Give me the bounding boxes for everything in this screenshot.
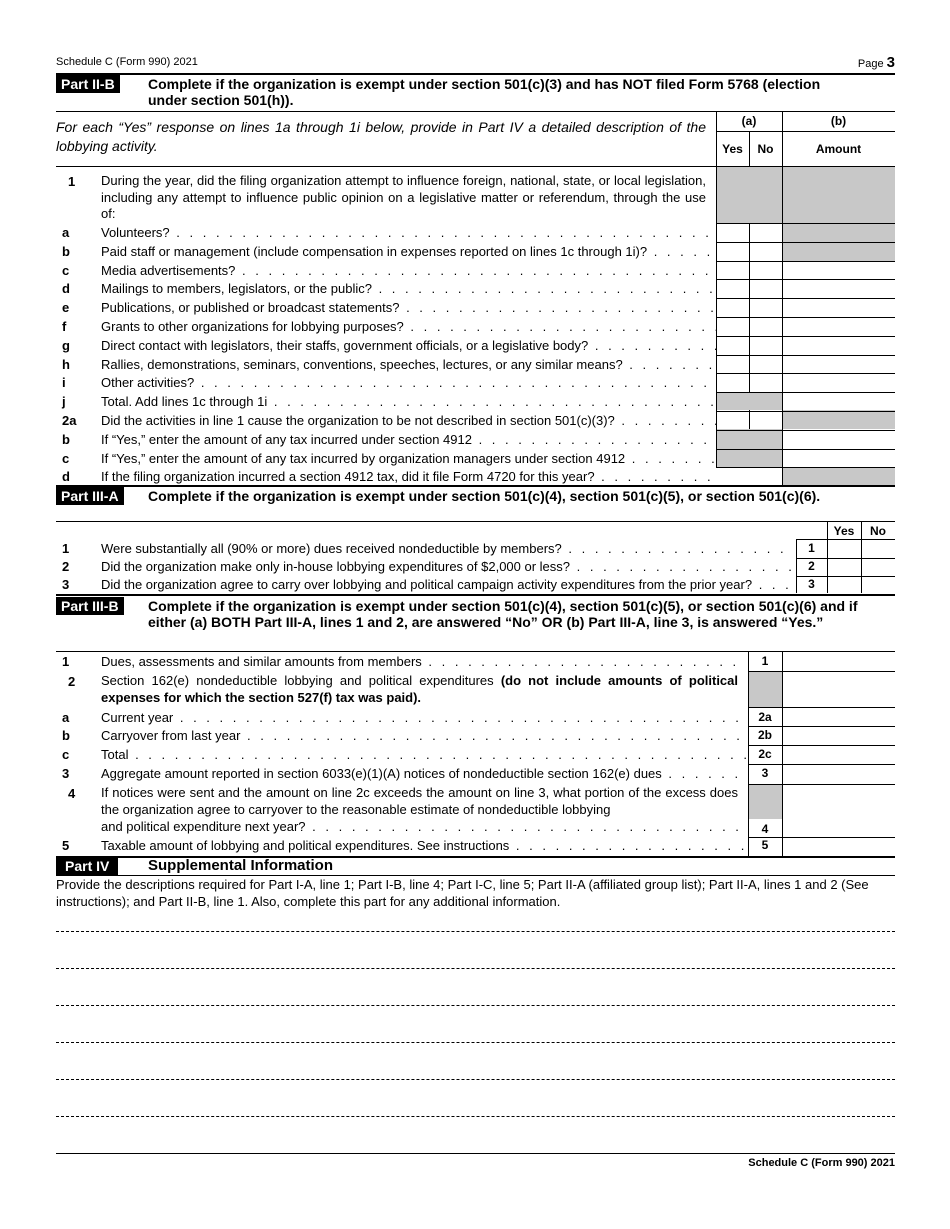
p2b-line-row [56, 299, 716, 317]
p3b-box-2b: 2b [757, 728, 772, 742]
p3b-line2b [56, 727, 746, 745]
p2b-grid-line [716, 242, 895, 243]
p3b-line2a-num: a [62, 710, 70, 725]
supplemental-line-1[interactable] [56, 931, 895, 932]
p3a-box-label: 2 [808, 559, 815, 573]
part3b-tag: Part III-B [56, 597, 124, 615]
p2b-line-num: d [62, 469, 70, 485]
p2b-grid-line [716, 430, 895, 431]
footer-label: Schedule C (Form 990) 2021 [748, 1157, 895, 1169]
p2b-line-text: Rallies, demonstrations, seminars, conventions, speeches, lectures, or any similar means? . . . [101, 356, 716, 374]
p3b-line2c-text: Total . . . [101, 746, 746, 764]
p3b-line4-num: 4 [68, 786, 76, 801]
supplemental-line-3[interactable] [56, 1005, 895, 1006]
p2b-line-row [56, 318, 716, 336]
p2b-line-num: j [62, 394, 66, 410]
p2b-line-num: e [62, 300, 70, 316]
part2b-title-rule [56, 111, 895, 112]
shade-line1-yesno [717, 167, 782, 223]
p3b-grid-line [748, 745, 895, 746]
p2b-line-text: If “Yes,” enter the amount of any tax incurred by organization managers under section 4912 . . . [101, 450, 716, 468]
part2b-bottom-rule [56, 485, 895, 487]
p3b-line5-text: Taxable amount of lobbying and political expenditures. See instructions . . . [101, 837, 746, 855]
p3b-line3-num: 3 [62, 766, 70, 781]
p3b-line4-text: If notices were sent and the amount on line 2c exceeds the amount on line 3, what portion of the excess does the organization agree to carryover to the reasonable estimate of nondeductible lobbying [101, 785, 738, 817]
p2b-line-row [56, 412, 716, 430]
shade-line2bc-yesno [717, 429, 782, 467]
p3b-line2-text [101, 673, 738, 706]
p3b-grid-line [748, 784, 895, 785]
p2b-line-row [56, 374, 716, 392]
p2b-line-num: c [62, 450, 70, 466]
p3a-hdr-rule [796, 539, 895, 540]
part3b-title-rule [56, 651, 895, 652]
p3b-line1 [56, 653, 746, 671]
p2b-line-num: d [62, 281, 70, 297]
p3b-box-2a: 2a [758, 710, 772, 724]
shade-line2a-amount [783, 410, 895, 429]
part3a-bottom-rule [56, 594, 895, 596]
part4-tag: Part IV [56, 857, 118, 875]
supplemental-line-4[interactable] [56, 1042, 895, 1043]
part2b-instruction: For each “Yes” response on lines 1a through 1i below, provide in Part IV a detailed description of the lobbying activity. [56, 119, 706, 154]
p2b-grid-line [716, 392, 895, 393]
p2b-line-num: b [62, 431, 70, 447]
p3a-line-num: 3 [62, 577, 70, 592]
p2b-grid-line [716, 223, 895, 224]
p2b-line-row [56, 468, 716, 486]
p2b-grid-line [716, 467, 895, 468]
p2b-line-text: Publications, or published or broadcast statements? . . . [101, 299, 716, 317]
p2b-line-row [56, 393, 716, 411]
p2b-line-row [56, 337, 716, 355]
supplemental-line-6[interactable] [56, 1116, 895, 1117]
p2b-line-num: f [62, 319, 67, 334]
part3a-title-rule [56, 521, 895, 522]
shade-line2d-amount [783, 467, 895, 485]
p3b-line1-text: Dues, assessments and similar amounts from members . . . [101, 653, 746, 671]
p3a-yes-label: Yes [833, 524, 855, 538]
p2b-line-text: Mailings to members, legislators, or the public? . . . [101, 280, 716, 298]
p2b-grid-line [716, 355, 895, 356]
col-a-label: (a) [741, 114, 757, 128]
p3b-line3 [56, 765, 746, 783]
part4-title: Supplemental Information [148, 857, 334, 874]
p3a-box-label: 3 [808, 577, 815, 591]
colhdr-rule [716, 131, 895, 132]
p3a-line-text: Were substantially all (90% or more) dues received nondeductible by members? . . . [101, 540, 791, 558]
p3b-box-right [782, 651, 783, 856]
p3b-line2-text-b: (do not include amounts of political expenses for which the section 527(f) tax was paid). [101, 673, 739, 705]
p2b-line-num: c [62, 262, 70, 278]
p2b-line-row [56, 280, 716, 298]
p3b-box-4: 4 [761, 822, 769, 836]
p3b-line2-num: 2 [68, 674, 76, 689]
p2b-line-text: Other activities? . . . [101, 374, 716, 392]
part3a-tag: Part III-A [56, 487, 124, 505]
p3b-grid-line [748, 726, 895, 727]
part2b-tag: Part II-B [56, 75, 120, 93]
p3a-line-num: 2 [62, 559, 70, 574]
p2b-line-text: Paid staff or management (include compensation in expenses reported on lines 1c through 1i)? . . . [101, 243, 716, 261]
p3b-line4-tail [56, 818, 746, 836]
page-label: Page [857, 58, 884, 70]
p2b-line-text: If the filing organization incurred a section 4912 tax, did it file Form 4720 for this year? . . . [101, 468, 716, 486]
p2b-line-row [56, 262, 716, 280]
part2b-title: Complete if the organization is exempt under section 501(c)(3) and has NOT filed Form 5768 (election under section 501(h)). [148, 76, 821, 108]
p3b-box-3: 3 [761, 766, 769, 780]
p3a-line-row [56, 576, 791, 594]
p2b-line-text: Grants to other organizations for lobbying purposes? . . . [101, 318, 716, 336]
p3a-line-row [56, 540, 791, 558]
p2b-line-text: Direct contact with legislators, their staffs, government officials, or a legislative body? . . . [101, 337, 716, 355]
shade-line4-box [749, 784, 782, 819]
p2b-line-row [56, 356, 716, 374]
p3b-box-1: 1 [761, 654, 769, 668]
footer-rule [56, 1153, 895, 1154]
p3b-line4-tail-text: and political expenditure next year? . . . [101, 818, 746, 836]
col-yes-left [716, 111, 717, 467]
p3b-line2b-text: Carryover from last year . . . [101, 727, 746, 745]
p2b-line-num: g [62, 337, 70, 353]
form-label: Schedule C (Form 990) 2021 [56, 56, 198, 68]
shade-line2-box [749, 671, 782, 707]
p3b-line5 [56, 837, 746, 855]
p3b-grid-line [748, 671, 895, 672]
p2b-grid-line [716, 449, 895, 450]
p2b-grid-line [716, 261, 895, 262]
p2b-line-row [56, 450, 716, 468]
p3b-grid-line [748, 764, 895, 765]
p2b-line-row [56, 243, 716, 261]
p2b-grid-line [716, 411, 895, 412]
page-number: 3 [886, 54, 895, 71]
p3a-line-text: Did the organization make only in-house lobbying expenditures of $2,000 or less? . . . [101, 558, 791, 576]
p2b-line-num: a [62, 225, 70, 240]
p2b-grid-line [716, 373, 895, 374]
p3b-line1-num: 1 [62, 654, 70, 669]
p2b-line-text: Did the activities in line 1 cause the organization to be not described in section 501(c)(3)? . . . [101, 412, 716, 430]
p3b-line2b-num: b [62, 728, 70, 743]
supplemental-line-2[interactable] [56, 968, 895, 969]
p3b-box-5: 5 [761, 838, 769, 852]
p2b-line-text: Volunteers? . . . [101, 224, 716, 242]
p2b-line-num: h [62, 356, 70, 372]
p2b-grid-line [716, 336, 895, 337]
p2b-line-num: i [62, 375, 66, 391]
part4-text: Provide the descriptions required for Part I-A, line 1; Part I-B, line 4; Part I-C, line 5; Part II-A (affiliated group list); Part II-A, lines 1 and 2 (See instructions); and Part II-B, line 1. Also, complete this part for any additional information. [56, 877, 869, 909]
p3a-line-text: Did the organization agree to carry over lobbying and political campaign activity expenditures from the prior year? . . . [101, 576, 791, 594]
p2b-line-num: 2a [62, 413, 77, 428]
page-indicator [820, 54, 895, 71]
p3a-line-row [56, 558, 791, 576]
col-amount-label: Amount [815, 142, 862, 156]
p3b-line2-text-a: Section 162(e) nondeductible lobbying and political expenditures [101, 673, 501, 688]
p3a-line-num: 1 [62, 541, 70, 556]
p2b-line-row [56, 224, 716, 242]
p2b-line-text: If “Yes,” enter the amount of any tax incurred under section 4912 . . . [101, 431, 716, 449]
shade-line1-amount [783, 167, 895, 261]
p3b-line3-text: Aggregate amount reported in section 6033(e)(1)(A) notices of nondeductible section 162(e) dues . . . [101, 765, 746, 783]
p3b-box-2c: 2c [758, 747, 772, 761]
p3b-line2c-num: c [62, 747, 70, 762]
col-b-label: (b) [830, 114, 847, 128]
p3a-no-label: No [870, 524, 886, 538]
p2b-line-text: Media advertisements? . . . [101, 262, 716, 280]
p2b-grid-line [716, 298, 895, 299]
line1-num: 1 [68, 174, 76, 189]
part3a-title: Complete if the organization is exempt under section 501(c)(4), section 501(c)(5), or section 501(c)(6). [148, 488, 821, 504]
supplemental-line-5[interactable] [56, 1079, 895, 1080]
p3b-line2a-text: Current year . . . [101, 709, 746, 727]
part3b-title: Complete if the organization is exempt under section 501(c)(4), section 501(c)(5), or section 501(c)(6) and if either (a) BOTH Part III-A, lines 1 and 2, are answered “No” OR (b) Part III-A, line 3, is answered “Yes.” [148, 598, 858, 630]
p3b-line2c [56, 746, 746, 764]
p2b-line-row [56, 431, 716, 449]
p3a-box-label: 1 [808, 541, 815, 555]
top-rule [56, 73, 895, 75]
col-no-label: No [757, 142, 774, 156]
p2b-grid-line [716, 279, 895, 280]
p2b-line-num: b [62, 243, 70, 259]
shade-line1j-yesno [717, 392, 782, 410]
line1-text: During the year, did the filing organization attempt to influence foreign, national, state, or local legislation, including any attempt to influence public opinion on a legislative matter or referendum, through the use of: [101, 173, 706, 221]
p2b-line-text: Total. Add lines 1c through 1i . . . [101, 393, 716, 411]
p3b-line5-num: 5 [62, 838, 70, 853]
col-yes-label: Yes [722, 142, 743, 156]
p3b-line2a [56, 709, 746, 727]
p3b-grid-line [748, 707, 895, 708]
p2b-grid-line [716, 317, 895, 318]
